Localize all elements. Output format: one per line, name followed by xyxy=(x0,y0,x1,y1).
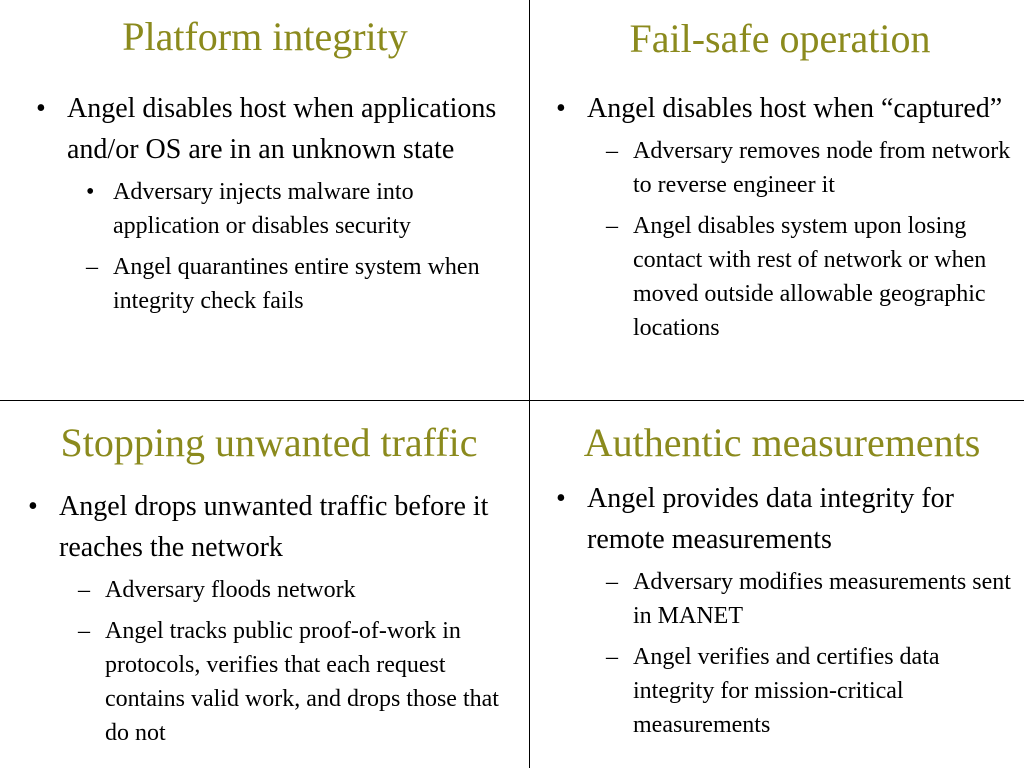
sub-bullet-item xyxy=(59,614,522,750)
bullet-text: Angel disables host when applications and/or OS are in an unknown state xyxy=(67,93,497,165)
quadrant-title: Stopping unwanted traffic xyxy=(60,420,478,465)
sub-bullet-item xyxy=(67,175,500,243)
sub-bullet-text: Angel verifies and certifies data integrity for mission-critical measurements xyxy=(633,644,940,738)
bullet-marker: • xyxy=(556,483,566,514)
sub-bullet-item xyxy=(587,565,1020,633)
sub-bullet-item xyxy=(587,640,1020,742)
sub-bullet-marker: • xyxy=(86,179,95,205)
bullet-marker: • xyxy=(28,491,38,522)
bullet-list xyxy=(22,486,522,750)
quadrant-platform-integrity xyxy=(30,14,500,325)
sub-bullet-marker: – xyxy=(86,254,98,280)
sub-bullet-marker: – xyxy=(606,213,618,239)
quadrant-title: Authentic measurements xyxy=(583,420,981,465)
sub-bullet-text: Adversary removes node from network to reverse engineer it xyxy=(633,138,1011,198)
sub-bullet-text: Adversary modifies measurements sent in MANET xyxy=(633,569,1011,629)
sub-bullet-item xyxy=(587,209,1020,345)
sub-bullet-marker: – xyxy=(606,569,618,595)
quadrant-title: Fail-safe operation xyxy=(629,16,931,61)
bullet-item xyxy=(550,88,1020,345)
bullet-text: Angel drops unwanted traffic before it reaches the network xyxy=(59,491,489,563)
sub-bullet-marker: – xyxy=(606,138,618,164)
sub-bullet-text: Angel quarantines entire system when integrity check fails xyxy=(113,254,480,314)
quadrant-stopping-unwanted-traffic xyxy=(22,420,522,757)
bullet-item xyxy=(30,88,500,318)
sub-bullet-text: Angel disables system upon losing contact with rest of network or when moved outside allowable geographic locations xyxy=(633,213,987,341)
bullet-text: Angel provides data integrity for remote measurements xyxy=(587,483,955,555)
quadrant-title: Platform integrity xyxy=(122,14,408,59)
horizontal-divider xyxy=(0,400,1024,401)
sub-bullet-list xyxy=(587,565,1020,742)
bullet-marker: • xyxy=(36,93,46,124)
sub-bullet-marker: – xyxy=(606,644,618,670)
bullet-list xyxy=(30,88,500,318)
sub-bullet-marker: – xyxy=(78,577,90,603)
quadrant-fail-safe-operation xyxy=(550,16,1020,352)
bullet-item xyxy=(22,486,522,750)
sub-bullet-item xyxy=(59,573,522,607)
sub-bullet-text: Angel tracks public proof-of-work in protocols, verifies that each request contains valid work, and drops those that do not xyxy=(105,618,499,746)
sub-bullet-text: Adversary floods network xyxy=(105,577,356,603)
sub-bullet-list xyxy=(67,175,500,318)
bullet-marker: • xyxy=(556,93,566,124)
sub-bullet-list xyxy=(587,134,1020,345)
bullet-list xyxy=(550,88,1020,345)
sub-bullet-list xyxy=(59,573,522,750)
bullet-text: Angel disables host when “captured” xyxy=(587,93,1003,124)
vertical-divider xyxy=(529,0,530,768)
sub-bullet-text: Adversary injects malware into application or disables security xyxy=(113,179,414,239)
sub-bullet-item xyxy=(587,134,1020,202)
bullet-item xyxy=(550,478,1020,742)
sub-bullet-marker: – xyxy=(78,618,90,644)
quadrant-authentic-measurements xyxy=(550,420,1020,749)
sub-bullet-item xyxy=(67,250,500,318)
bullet-list xyxy=(550,478,1020,742)
